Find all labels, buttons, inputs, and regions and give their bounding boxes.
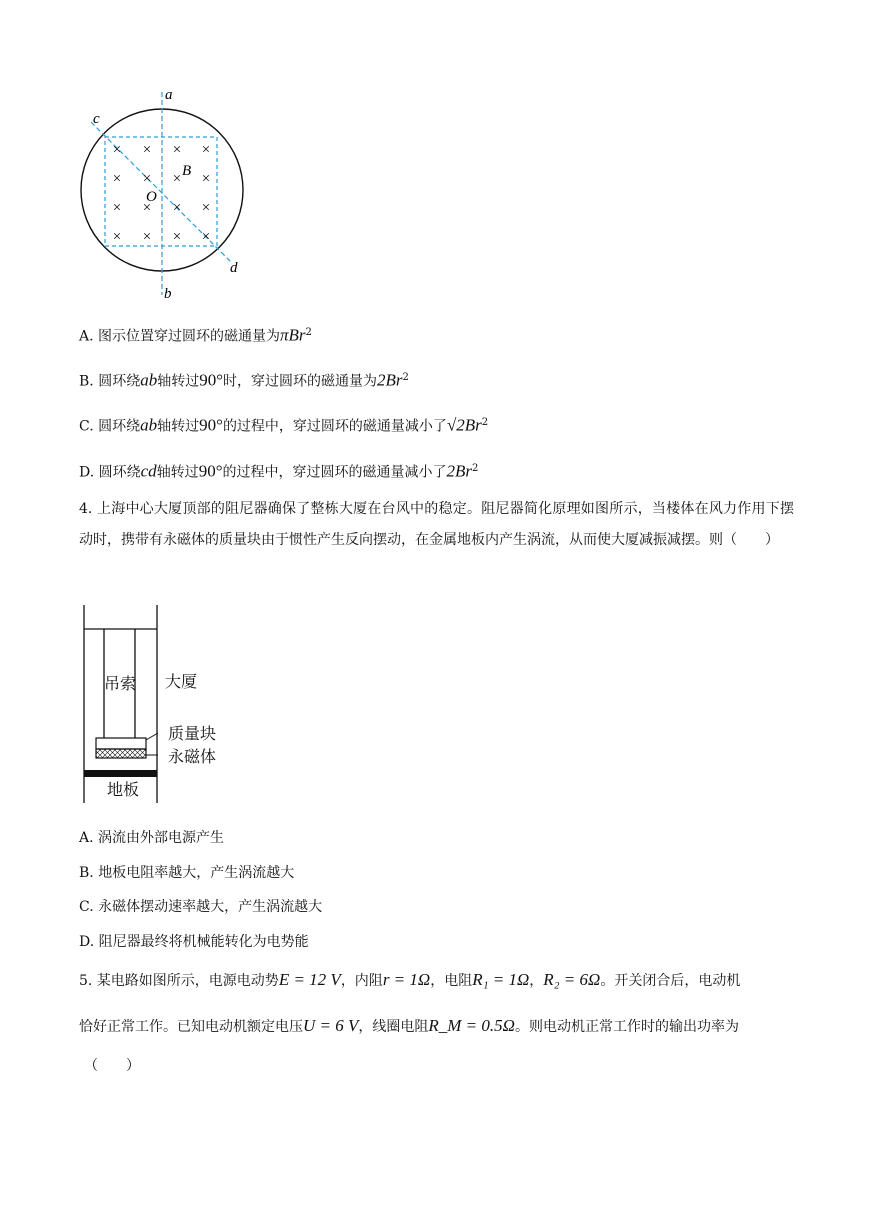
label-magnet: 永磁体 [168, 747, 217, 766]
q4-stem: 4. 上海中心大厦顶部的阻尼器确保了整栋大厦在台风中的稳定。阻尼器简化原理如图所示，当楼体在风力作用下摆动时，携带有永磁体的质量块由于惯性产生反向摆动，在金属地板内产生涡流，从而使大厦减振减摆。则（ ） [79, 501, 794, 548]
label-floor: 地板 [107, 780, 140, 799]
permanent-magnet [96, 749, 146, 758]
q4-option-c: C. 永磁体摆动速率越大，产生涡流越大 [79, 899, 323, 915]
svg-text:×: × [112, 142, 122, 158]
svg-text:×: × [112, 171, 122, 187]
label-mass-block: 质量块 [168, 724, 217, 743]
q4-option-b: B. 地板电阻率越大，产生涡流越大 [79, 865, 295, 881]
q4-option-a: A. 涡流由外部电源产生 [79, 830, 225, 846]
label-cable: 吊索 [104, 674, 137, 693]
q5-line-1: 5. 某电路如图所示，电源电动势E = 12 V，内阻r = 1Ω，电阻R₁ = 1Ω，R₂ = 6Ω。开关闭合后，电动机 [79, 970, 741, 989]
q4-option-d: D. 阻尼器最终将机械能转化为电势能 [79, 934, 309, 950]
svg-text:×: × [172, 229, 182, 245]
label-B: B [182, 163, 192, 179]
q5-line-2: 恰好正常工作。已知电动机额定电压U = 6 V，线圈电阻R_M = 0.5Ω。则电动机正常工作时的输出功率为 [79, 1016, 739, 1035]
q3-option-a: A. 图示位置穿过圆环的磁通量为πBr$^2$ [79, 325, 312, 345]
svg-text:×: × [112, 229, 122, 245]
q5-line-3: （ ） [84, 1058, 140, 1074]
label-c: c [93, 111, 100, 127]
label-d: d [230, 260, 238, 276]
label-building: 大厦 [165, 672, 198, 691]
magnetic-flux-figure [70, 80, 270, 305]
label-a: a [165, 87, 173, 103]
damper-figure [80, 605, 240, 805]
q3-option-d: D. 圆环绕cd轴转过90°的过程中，穿过圆环的磁通量减小了2Br$^2$ [79, 461, 479, 481]
svg-text:×: × [172, 142, 182, 158]
svg-text:×: × [112, 200, 122, 216]
mass-pointer [146, 733, 158, 740]
q3-option-b: B. 圆环绕ab轴转过90°时，穿过圆环的磁通量为2Br$^2$ [79, 370, 409, 390]
svg-text:×: × [142, 229, 152, 245]
svg-text:×: × [142, 200, 152, 216]
svg-text:×: × [201, 229, 211, 245]
mass-block [96, 738, 146, 749]
svg-text:×: × [201, 171, 211, 187]
svg-text:×: × [201, 142, 211, 158]
svg-text:×: × [172, 200, 182, 216]
metal-floor [84, 770, 157, 777]
svg-text:×: × [142, 171, 152, 187]
q3-option-c: C. 圆环绕ab轴转过90°的过程中，穿过圆环的磁通量减小了√2Br$^2$ [79, 415, 489, 435]
label-b: b [164, 286, 172, 302]
svg-text:×: × [172, 171, 182, 187]
svg-text:×: × [142, 142, 152, 158]
label-O: O [146, 189, 157, 205]
svg-text:×: × [201, 200, 211, 216]
